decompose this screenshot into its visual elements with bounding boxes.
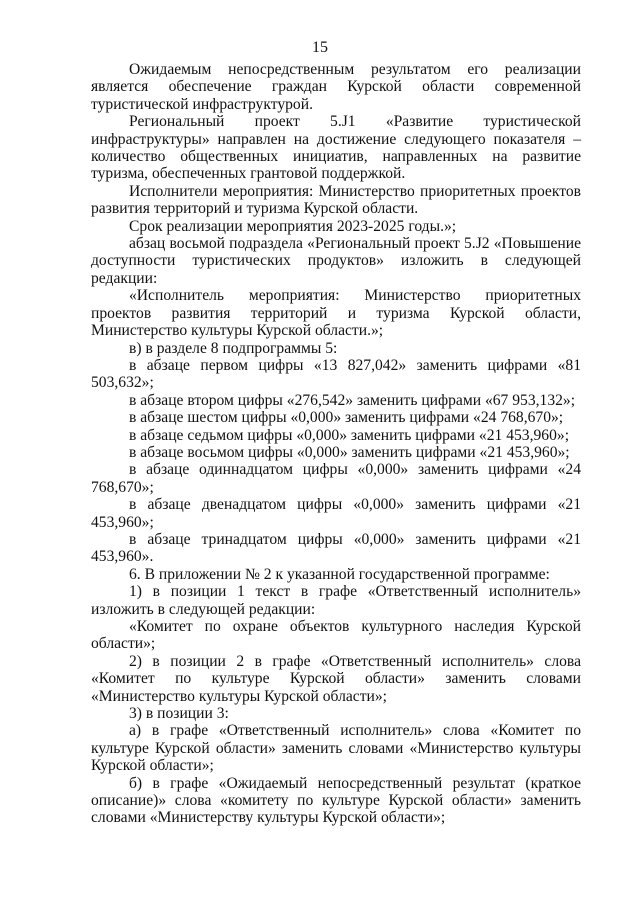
paragraph-executors: Исполнители мероприятия: Министерство приоритетных проектов развития территорий и туризма Курской области. (91, 182, 581, 218)
paragraph-executor-quote: «Исполнитель мероприятия: Министерство приоритетных проектов развития территорий и туризма Курской области, Министерство культуры Курской области.»; (91, 287, 581, 340)
paragraph-position-1: 1) в позиции 1 текст в графе «Ответственный исполнитель» изложить в следующей редакции: (91, 583, 581, 618)
paragraph-amendment-7: в абзаце седьмом цифры «0,000» заменить цифрами «21 453,960»; (129, 426, 570, 444)
paragraph-appendix-2: 6. В приложении № 2 к указанной государственной программе: (129, 565, 550, 583)
paragraph-expected-result: Ожидаемым непосредственным результатом его реализации является обеспечение граждан Курской области современной туристической инфраструктурой. (91, 61, 581, 113)
paragraph-amendment-13: в абзаце тринадцатом цифры «0,000» заменить цифрами «21 453,960». (91, 530, 581, 566)
paragraph-amendment-11: в абзаце одиннадцатом цифры «0,000» заменить цифрами «24 768,670»; (91, 461, 581, 496)
document-body (91, 61, 581, 827)
paragraph-position-3: 3) в позиции 3: (129, 705, 229, 723)
paragraph-amendment-1: в абзаце первом цифры «13 827,042» заменить цифрами «81 503,632»; (91, 356, 581, 392)
page-number: 15 (312, 39, 328, 56)
paragraph-term: Срок реализации мероприятия 2023-2025 годы.»; (129, 217, 457, 235)
paragraph-position-3b: б) в графе «Ожидаемый непосредственный результат (краткое описание)» слова «комитету по культуре Курской области» заменить словами «Министерству культуры Курской области»; (91, 774, 581, 827)
paragraph-amendment-12: в абзаце двенадцатом цифры «0,000» заменить цифрами «21 453,960»; (91, 496, 581, 531)
paragraph-position-2: 2) в позиции 2 в графе «Ответственный исполнитель» слова «Комитет по культуре Курской области» заменить словами «Министерство культуры Курской области»; (91, 652, 581, 705)
paragraph-position-3a: а) в графе «Ответственный исполнитель» слова «Комитет по культуре Курской области» заменить словами «Министерство культуры Курской области»; (91, 722, 581, 775)
paragraph-amendment-2: в абзаце втором цифры «276,542» заменить цифрами «67 953,132»; (129, 391, 576, 409)
paragraph-section-8: в) в разделе 8 подпрограммы 5: (129, 339, 338, 357)
paragraph-amendment-8: в абзаце восьмом цифры «0,000» заменить цифрами «21 453,960»; (129, 443, 570, 461)
paragraph-subsection-j2: абзац восьмой подраздела «Региональный проект 5.J2 «Повышение доступности туристических продуктов» изложить в следующей редакции: (91, 235, 581, 287)
paragraph-position-1-quote: «Комитет по охране объектов культурного наследия Курской области»; (91, 618, 581, 653)
paragraph-amendment-6: в абзаце шестом цифры «0,000» заменить цифрами «24 768,670»; (129, 409, 564, 427)
paragraph-regional-project-j1: Региональный проект 5.J1 «Развитие туристической инфраструктуры» направлен на достижение следующего показателя – количество общественных инициатив, направленных на развитие туризма, обеспеченных грантовой поддержкой. (91, 113, 581, 183)
